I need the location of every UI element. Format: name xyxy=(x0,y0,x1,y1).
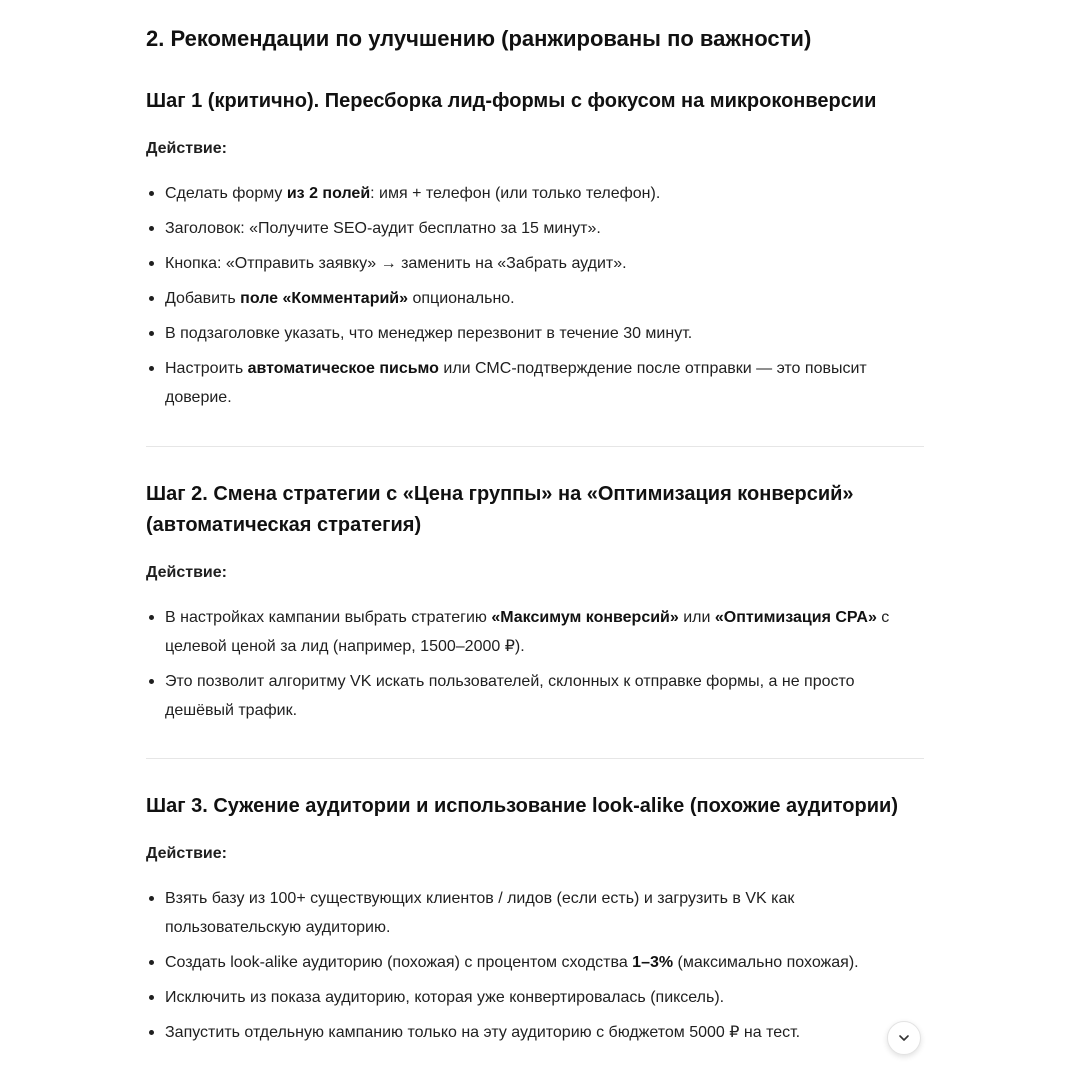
bold-text: 1–3% xyxy=(632,954,674,971)
list-item xyxy=(146,667,895,725)
scroll-to-bottom-button[interactable] xyxy=(887,1021,921,1055)
action-label: Действие: xyxy=(146,845,227,862)
divider xyxy=(146,758,924,759)
bold-text: «Оптимизация CPA» xyxy=(714,609,877,626)
list-item xyxy=(146,319,924,348)
list-item xyxy=(146,214,924,243)
list-item xyxy=(146,948,924,977)
list-item xyxy=(146,249,924,278)
list-item xyxy=(146,1018,924,1047)
list-item xyxy=(146,603,910,661)
text-fragment: (максимально похожая). xyxy=(673,954,859,971)
list-item xyxy=(146,354,895,412)
action-list xyxy=(146,179,924,412)
text-fragment: или СМС-подтверждение после отправки — это повысит доверие. xyxy=(165,360,867,406)
action-label: Действие: xyxy=(146,564,227,581)
text-fragment: Взять базу из 100+ существующих клиентов / лидов (если есть) и загрузить в VK как пользовательскую аудиторию. xyxy=(165,890,795,936)
action-list xyxy=(146,603,924,725)
text-fragment: или xyxy=(678,609,715,626)
text-fragment: Добавить xyxy=(165,290,241,307)
step-title: Шаг 1 (критично). Пересборка лид-формы с фокусом на микроконверсии xyxy=(146,90,877,112)
step-2 xyxy=(146,479,924,731)
action-label: Действие: xyxy=(146,140,227,157)
text-fragment: с целевой ценой за лид (например, 1500–2000 ₽). xyxy=(165,609,890,655)
section-title: 2. Рекомендации по улучшению (ранжированы по важности) xyxy=(146,26,812,51)
list-item xyxy=(146,179,924,208)
step-1 xyxy=(146,86,924,418)
text-fragment: Настроить xyxy=(165,360,248,377)
text-fragment: Сделать форму xyxy=(165,185,287,202)
step-3 xyxy=(146,791,924,1053)
text-fragment: В настройках кампании выбрать стратегию xyxy=(165,609,492,626)
text-fragment: Это позволит алгоритму VK искать пользователей, склонных к отправке формы, а не просто дешёвый трафик. xyxy=(165,673,855,719)
text-fragment: Исключить из показа аудиторию, которая уже конвертировалась (пиксель). xyxy=(165,989,725,1006)
text-fragment: Создать look-alike аудиторию (похожая) с процентом сходства xyxy=(165,954,633,971)
text-fragment: опционально. xyxy=(408,290,515,307)
text-fragment: В подзаголовке указать, что менеджер перезвонит в течение 30 минут. xyxy=(165,325,693,342)
text-fragment: Кнопка: «Отправить заявку» → заменить на «Забрать аудит». xyxy=(165,255,627,272)
list-item xyxy=(146,983,924,1012)
action-list xyxy=(146,884,924,1047)
step-title: Шаг 3. Сужение аудитории и использование look-alike (похожие аудитории) xyxy=(146,795,898,817)
text-fragment: : имя + телефон (или только телефон). xyxy=(370,185,661,202)
text-fragment: Запустить отдельную кампанию только на эту аудиторию с бюджетом 5000 ₽ на тест. xyxy=(165,1024,801,1041)
chevron-down-icon xyxy=(897,1031,911,1045)
bold-text: из 2 полей xyxy=(286,185,371,202)
list-item xyxy=(146,284,924,313)
bold-text: поле «Комментарий» xyxy=(240,290,409,307)
divider xyxy=(146,446,924,447)
bold-text: «Максимум конверсий» xyxy=(491,609,679,626)
text-fragment: Заголовок: «Получите SEO-аудит бесплатно за 15 минут». xyxy=(165,220,601,237)
list-item xyxy=(146,884,825,942)
bold-text: автоматическое письмо xyxy=(247,360,439,377)
step-title: Шаг 2. Смена стратегии с «Цена группы» на «Оптимизация конверсий» (автоматическая стратегия) xyxy=(146,483,854,536)
